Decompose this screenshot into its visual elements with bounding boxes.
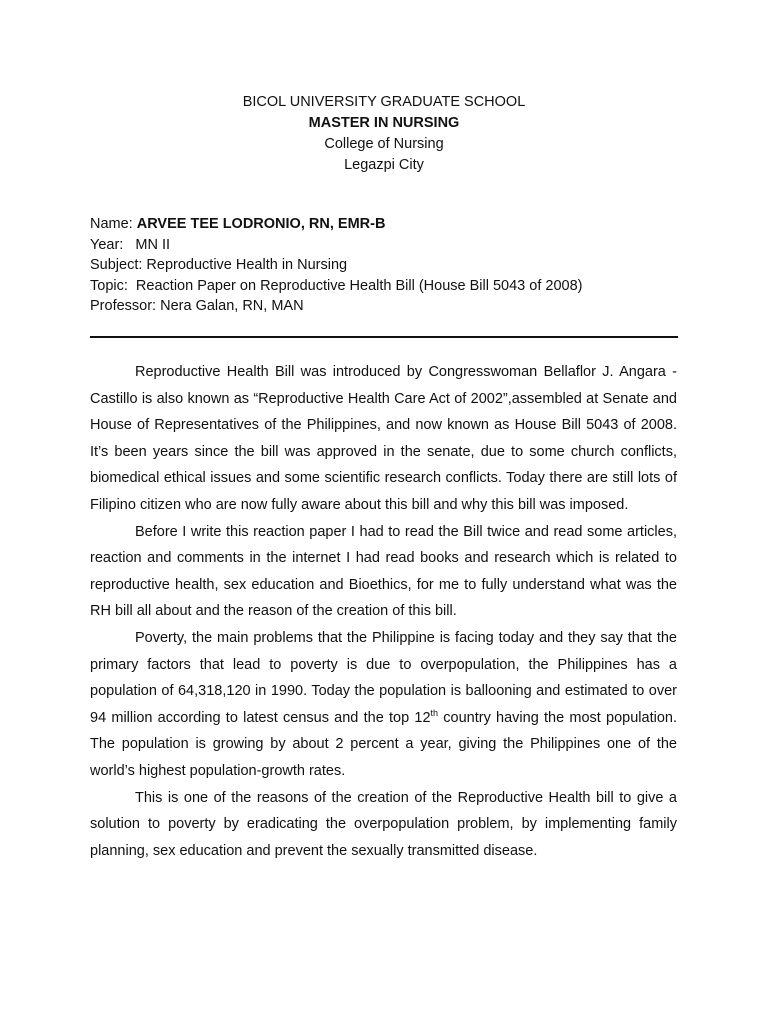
- paragraph-4: This is one of the reasons of the creation of the Reproductive Health bill to give a solution to poverty by eradicating the overpopulation problem, by implementing family planning, sex education and prevent the sexually transmitted disease.: [90, 789, 677, 859]
- paragraph-3: [90, 625, 677, 785]
- subject-row: Subject: Reproductive Health in Nursing: [90, 257, 348, 273]
- name-label: Name:: [90, 216, 137, 232]
- program-title: MASTER IN NURSING: [308, 115, 460, 131]
- ordinal-superscript: th: [430, 707, 439, 718]
- professor-row: Professor: Nera Galan, RN, MAN: [90, 298, 304, 314]
- student-name: ARVEE TEE LODRONIO, RN, EMR-B: [136, 216, 386, 232]
- name-row: [90, 214, 582, 235]
- year-row: Year: MN II: [90, 236, 171, 253]
- paragraph-3-part-1: Poverty, the main problems that the Philippine is facing today and they say that the primary factors that lead to poverty is due to overpopulation, the Philippines has a population of 64,318,120 in 1990. Today the population is ballooning and estimated to over 94 million according to latest census and the top 12: [90, 629, 677, 726]
- student-info: [90, 214, 582, 317]
- university-name: BICOL UNIVERSITY GRADUATE SCHOOL: [242, 94, 526, 110]
- topic-row: Topic: Reaction Paper on Reproductive Health Bill (House Bill 5043 of 2008): [90, 277, 583, 294]
- college-name: College of Nursing: [324, 136, 444, 152]
- horizontal-divider: [90, 336, 678, 338]
- paragraph-1: Reproductive Health Bill was introduced by Congresswoman Bellaflor J. Angara -Castillo is also known as “Reproductive Health Care Act of 2002”,assembled at Senate and House of Representatives of the Philippines, and now known as House Bill 5043 of 2008. It’s been years since the bill was approved in the senate, due to some church conflicts, biomedical ethical issues and some scientific research conflicts. Today there are still lots of Filipino citizen who are now fully aware about this bill and why this bill was imposed.: [90, 364, 677, 513]
- reaction-paper-body: [90, 359, 677, 864]
- document-header: [0, 92, 768, 176]
- city-name: Legazpi City: [344, 157, 424, 173]
- paragraph-3-part-2: country having the most population. The population is growing by about 2 percent a year, giving the Philippines one of the world’s highest population-growth rates.: [90, 709, 677, 779]
- paragraph-2: Before I write this reaction paper I had to read the Bill twice and read some articles, reaction and comments in the internet I had read books and research which is related to reproductive health, sex education and Bioethics, for me to fully understand what was the RH bill all about and the reason of the creation of this bill.: [90, 523, 677, 620]
